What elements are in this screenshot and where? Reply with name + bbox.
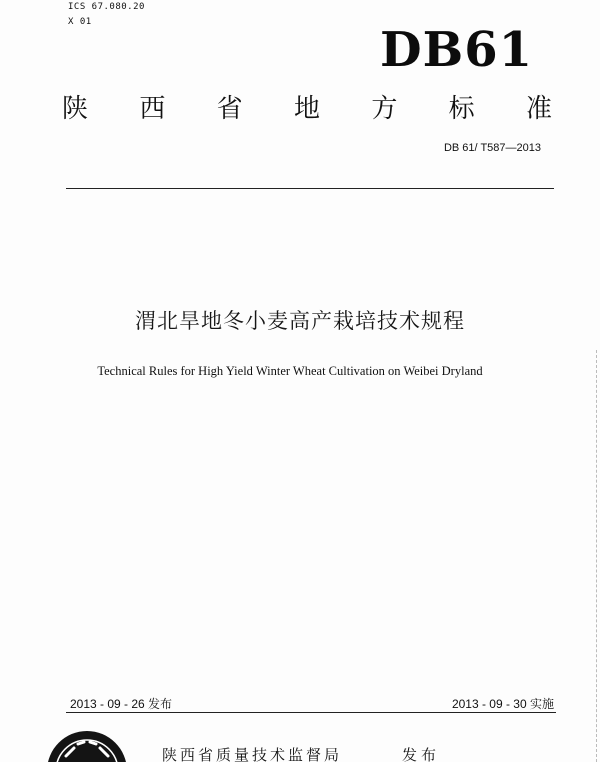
title-english: Technical Rules for High Yield Winter Wheat Cultivation on Weibei Dryland [97, 364, 483, 378]
category-char: 方 [371, 94, 398, 124]
category-char: 地 [293, 94, 320, 124]
db61-logo: DB61 [380, 22, 533, 78]
category-char: 标 [448, 94, 475, 124]
category-char: 陕 [62, 94, 89, 124]
category-char: 准 [525, 94, 552, 124]
category-char: 省 [216, 94, 243, 124]
standard-number: DB 61/ T587—2013 [443, 142, 541, 154]
ics-code: ICS 67.080.20 [68, 2, 145, 12]
top-divider [66, 188, 554, 189]
classification-code: X 01 [68, 17, 92, 27]
title-chinese: 渭北旱地冬小麦高产栽培技术规程 [135, 309, 465, 333]
implementation-date: 2013 - 09 - 30 实施 [451, 697, 554, 711]
bottom-divider [66, 712, 556, 713]
issue-label: 发布 [402, 746, 441, 762]
issue-date: 2013 - 09 - 26 发布 [70, 697, 173, 711]
scan-edge [596, 350, 597, 762]
category-char: 西 [139, 94, 166, 124]
standard-category [62, 88, 552, 125]
issuer-seal-icon [44, 728, 130, 762]
issuer-name: 陕西省质量技术监督局 [162, 746, 343, 762]
